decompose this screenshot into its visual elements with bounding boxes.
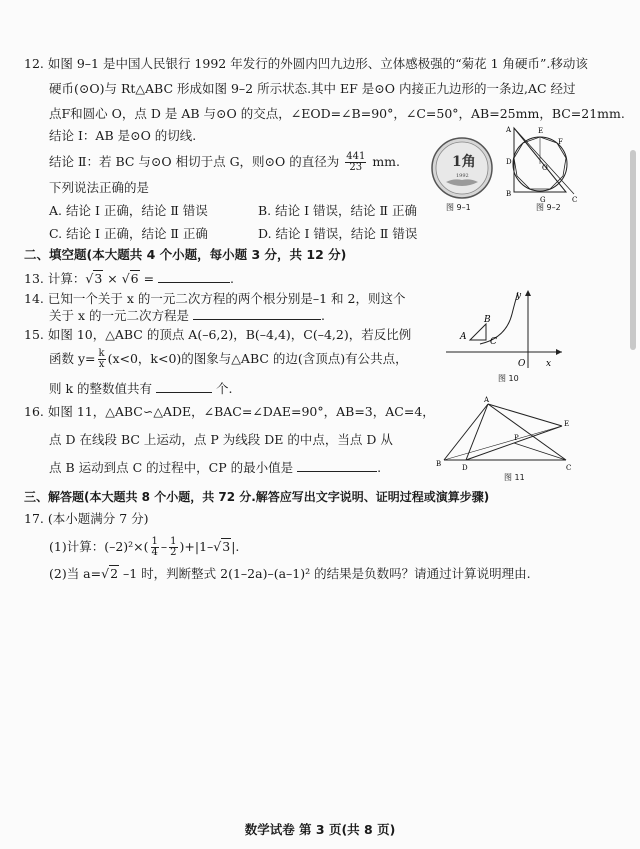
fig11-label-e: E [564,420,570,428]
q17-part2: (2)当 a=√2 –1 时，判断整式 2(1–2a)–(a–1)² 的结果是负数吗？请通过计算说明理由. [49,566,531,581]
q17-minus: – [160,539,168,554]
q17-part1-end: |. [231,539,240,554]
q17-part1-prefix: (1)计算：(–2)²×( [49,539,149,554]
q15-function-prefix: 函数 y= [49,351,96,366]
q14-line2 [49,307,325,324]
q17-f1-denominator: 4 [151,547,158,558]
fig10-label-o: O [518,359,526,369]
q17-fraction-quarter [151,537,159,558]
fig9-label-b: B [506,190,512,198]
q12-line2: 硬币(⊙O)与 Rt△ABC 形成如图 9–2 所示状态.其中 EF 是⊙O 内接正九边形的一条边,AC 经过 [49,81,576,96]
q12-line3: 点F和圆心 O，点 D 是 AB 与⊙O 的交点，∠EOD=∠B=90°，∠C=50°，AB=25mm，BC=21mm. [49,106,625,121]
coin-year: 1992 [456,173,469,179]
q15-line1: 15. 如图 10，△ABC 的顶点 A(–6,2)，B(–4,4)，C(–4,2)，若反比例 [24,327,412,342]
q16-period: . [377,460,382,475]
q16-line1: 16. 如图 11，△ABC∽△ADE，∠BAC=∠DAE=90°，AB=3，AC=4， [24,404,435,419]
section-3-heading: 三、解答题(本大题共 8 个小题，共 72 分.解答应写出文字说明、证明过程或演算步骤) [24,490,490,504]
q14-period: . [320,308,325,323]
q12-option-a: A. 结论 Ⅰ 正确，结论 Ⅱ 错误 [49,203,208,218]
q16-text: 点 B 运动到点 C 的过程中，CP 的最小值是 [49,460,294,475]
q14-line1: 14. 已知一个关于 x 的一元二次方程的两个根分别是–1 和 2，则这个 [24,291,406,306]
coin-denomination: 1角 [452,154,476,170]
q13-prefix: 13. 计算： [24,271,86,286]
q15-fraction-numerator: k [98,348,105,359]
q17-f2-numerator: 1 [170,536,177,547]
q15-fraction-denominator: x [98,359,105,370]
fig9-label-o: O [542,164,548,172]
q15-line3 [49,380,232,397]
q17-part2-text: –1 时，判断整式 2(1–2a)–(a–1)² 的结果是负数吗？请通过计算说明理由. [119,566,531,581]
q16-line2: 点 D 在线段 BC 上运动，点 P 为线段 DE 的中点，当点 D 从 [49,432,393,447]
q16-answer-blank[interactable] [297,459,377,472]
q17-part1-radicand: 3 [222,539,231,554]
q12-fraction-numerator: 441 [346,151,366,162]
q12-option-c: C. 结论 Ⅰ 正确，结论 Ⅱ 正确 [49,226,208,241]
q12-diameter-fraction [345,152,366,173]
q12-conclusion-2 [49,152,400,173]
fig9-label-g: G [540,196,546,204]
q17-part2-radicand: 2 [110,566,119,581]
figure-9-2-diagram [500,122,590,204]
q13-period: . [230,271,235,286]
figure-9-1-caption: 图 9–1 [446,203,471,212]
q13-radicand-2: 6 [130,271,139,286]
q14-text: 关于 x 的一元二次方程是 [49,308,189,323]
q13-answer-blank[interactable] [158,270,230,283]
figure-9-2-caption: 图 9–2 [536,203,561,212]
fig9-label-c: C [572,196,578,204]
section-2-heading: 二、填空题(本大题共 4 个小题，每小题 3 分，共 12 分) [24,247,347,262]
fig11-label-d: D [462,464,468,472]
q17-heading: 17. (本小题满分 7 分) [24,511,149,526]
q15-function-condition: (x<0，k<0)的图象与△ABC 的边(含顶点)有公共点， [107,351,408,366]
q17-fraction-half [169,537,177,558]
fig11-label-b: B [436,460,442,468]
fig10-label-y: y [516,291,522,301]
q15-line2 [49,349,408,370]
q17-f1-numerator: 1 [151,536,158,547]
fig10-label-x: x [546,359,552,369]
q12-conclusion-2-text: 结论 Ⅱ：若 BC 与⊙O 相切于点 G，则⊙O 的直径为 [49,154,340,169]
q12-conclusion-1: 结论 Ⅰ：AB 是⊙O 的切线. [49,128,197,143]
q13-equals: = [139,271,159,286]
q15-text: 则 k 的整数值共有 [49,381,153,396]
figure-10-caption: 图 10 [498,374,519,383]
q17-f2-denominator: 2 [170,547,177,558]
q12-prompt: 下列说法正确的是 [49,180,150,195]
q14-answer-blank[interactable] [193,307,321,320]
fig9-label-d: D [506,158,512,166]
fig9-label-e: E [538,127,544,135]
figure-9-1-coin [424,134,500,204]
q16-line3 [49,459,381,476]
q15-end: 个. [216,381,233,396]
fig10-label-c: C [490,337,497,347]
figure-11-caption: 图 11 [504,473,525,482]
q12-fraction-denominator: 23 [349,162,363,173]
vertical-scrollbar[interactable] [630,150,636,350]
q15-answer-blank[interactable] [156,380,212,393]
fig11-label-a: A [484,396,490,404]
fig10-label-b: B [484,315,491,325]
q15-function-fraction [98,349,106,370]
q12-option-d: D. 结论 Ⅰ 错误，结论 Ⅱ 错误 [258,226,418,241]
figure-11-diagram [432,394,582,476]
q12-line1: 12. 如图 9–1 是中国人民银行 1992 年发行的外圆内凹九边形、立体感极强的“菊花 1 角硬币”.移动该 [24,56,588,71]
fig11-label-p: P [514,434,519,442]
fig10-label-a: A [460,332,467,342]
fig11-label-c: C [566,464,572,472]
fig9-label-f: F [558,138,563,146]
q13-times: × [103,271,122,286]
figure-10-graph [440,286,570,372]
q17-part1: (1)计算：(–2)²×( $\frac{1}{4}$ – $\frac{1}{2}$ )+|1–√3|. [49,536,240,558]
q12-unit: mm. [372,154,400,169]
page-footer: 数学试卷 第 3 页(共 8 页) [244,822,396,837]
fig9-label-a: A [506,126,512,134]
q12-option-b: B. 结论 Ⅰ 错误，结论 Ⅱ 正确 [258,203,417,218]
q17-part1-middle: )+|1– [179,539,214,554]
q13: 13. 计算：√3 × √6 = . [24,271,235,286]
q17-part2-prefix: (2)当 a= [49,566,102,581]
q13-radicand-1: 3 [94,271,103,286]
